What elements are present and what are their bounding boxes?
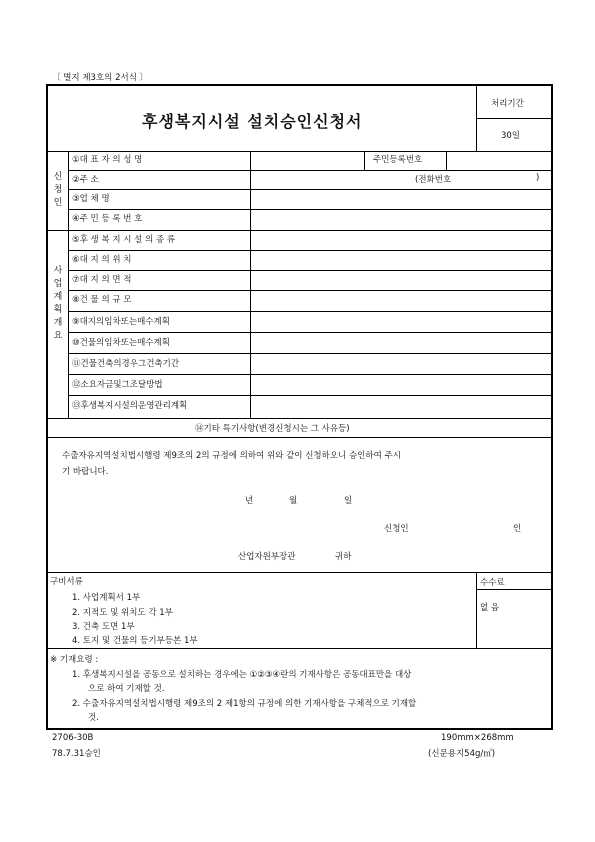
required-doc-item: 1. 사업계획서 1부 [72,593,141,603]
funding-plan-label: ⑫소요자금및그조달방법 [72,380,163,390]
row-line [68,311,552,312]
processing-midline [476,118,552,119]
statement-line-1: 수출자유지역설치법시행령 제9조의 2의 규정에 의하여 위와 같이 신청하오니 승인하여 주시 [62,451,401,461]
instruction-item-1-line-1: 1. 후생복지시설을 공동으로 설치하는 경우에는 ①②③④란의 기재사항은 공동대표만을 대상 [72,670,412,680]
fee-value: 없 음 [480,603,500,613]
required-docs-title: 구비서류 [50,577,83,587]
row-line [68,395,552,396]
required-doc-item: 4. 토지 및 건물의 등기부등본 1부 [72,636,198,646]
paper-type: (신문용지54g/㎡) [428,749,496,759]
form-code: 2706-30B [52,733,94,743]
instruction-item-1-line-2: 으로 하여 기재할 것. [88,684,165,694]
row-line [68,189,552,190]
applicant-group-label: 신 청 인 [53,172,63,208]
processing-period-value: 30일 [501,131,521,141]
representative-name-label: ①대 표 자 의 성 명 [72,155,143,165]
instructions-title: ※ 기재요령 : [50,655,99,665]
plan-group-label: 사 업 계 획 개 요 [53,266,63,341]
phone-close-paren: ) [536,173,540,183]
row-line [68,209,552,210]
row-line [68,250,552,251]
resident-number-label: 주민등록번호 [373,155,423,165]
required-doc-item: 3. 건축 도면 1부 [72,622,135,632]
row-line [68,170,552,171]
group-column-divider [68,151,69,418]
date-year: 년 [245,496,254,506]
row-line [68,353,552,354]
site-area-label: ⑦대 지 의 면 적 [72,275,132,285]
company-name-label: ③업 체 명 [72,194,110,204]
paper-size: 190mm×268mm [441,733,514,743]
address-label: ②주 소 [72,175,99,185]
instruction-item-2-line-2: 것. [88,713,99,723]
required-doc-item: 2. 지적도 및 위치도 각 1부 [72,608,173,618]
section-line [47,437,552,438]
fee-label: 수수료 [480,578,505,588]
seal-mark: 인 [513,524,522,534]
fee-midline [476,589,552,590]
rrn-divider-left [364,151,365,170]
row-line [68,270,552,271]
site-location-label: ⑥대 지 의 위 치 [72,255,132,265]
building-scale-label: ⑧건 물 의 규 모 [72,295,132,305]
section-line [47,648,552,649]
construction-period-label: ⑪건물건축의경우그건축기간 [72,359,180,369]
date-month: 월 [289,496,298,506]
statement-line-2: 기 바랍니다. [62,467,109,477]
phone-label: (전화번호 [415,175,452,185]
processing-period-label: 처리기간 [491,99,524,109]
recipient-office: 산업자원부장관 [238,552,296,562]
facility-type-label: ⑤후 생 복 지 시 설 의 종 류 [72,235,176,245]
fee-divider [476,572,477,648]
approval-date: 78.7.31승인 [52,749,101,759]
operation-plan-label: ⑬후생복지시설의운영관리계획 [72,401,188,411]
row-line [68,290,552,291]
date-day: 일 [344,496,353,506]
section-line [47,418,552,419]
row-line [68,332,552,333]
form-title: 후생복지시설 설치승인신청서 [142,112,363,131]
section-line [47,230,552,231]
site-lease-plan-label: ⑨대지의임차또는매수계획 [72,317,170,327]
building-lease-plan-label: ⑩건물의임차또는매수계획 [72,338,170,348]
row-line [68,374,552,375]
label-column-divider [250,151,251,418]
resident-registration-label: ④주 민 등 록 번 호 [72,214,143,224]
special-note-heading: ⑭기타 특기사항(변경신청시는 그 사유등) [195,424,350,434]
title-bottom-line [47,151,552,152]
form-number-note: 〔 별지 제3호의 2서식 〕 [52,73,149,83]
instruction-item-2-line-1: 2. 수출자유지역설치법시행령 제9조의 2 제1항의 규정에 의한 기재사항을 구체적으로 기재할 [72,699,417,709]
recipient-suffix: 귀하 [335,552,352,562]
applicant-sign-label: 신청인 [384,524,409,534]
rrn-divider-right [446,151,447,170]
